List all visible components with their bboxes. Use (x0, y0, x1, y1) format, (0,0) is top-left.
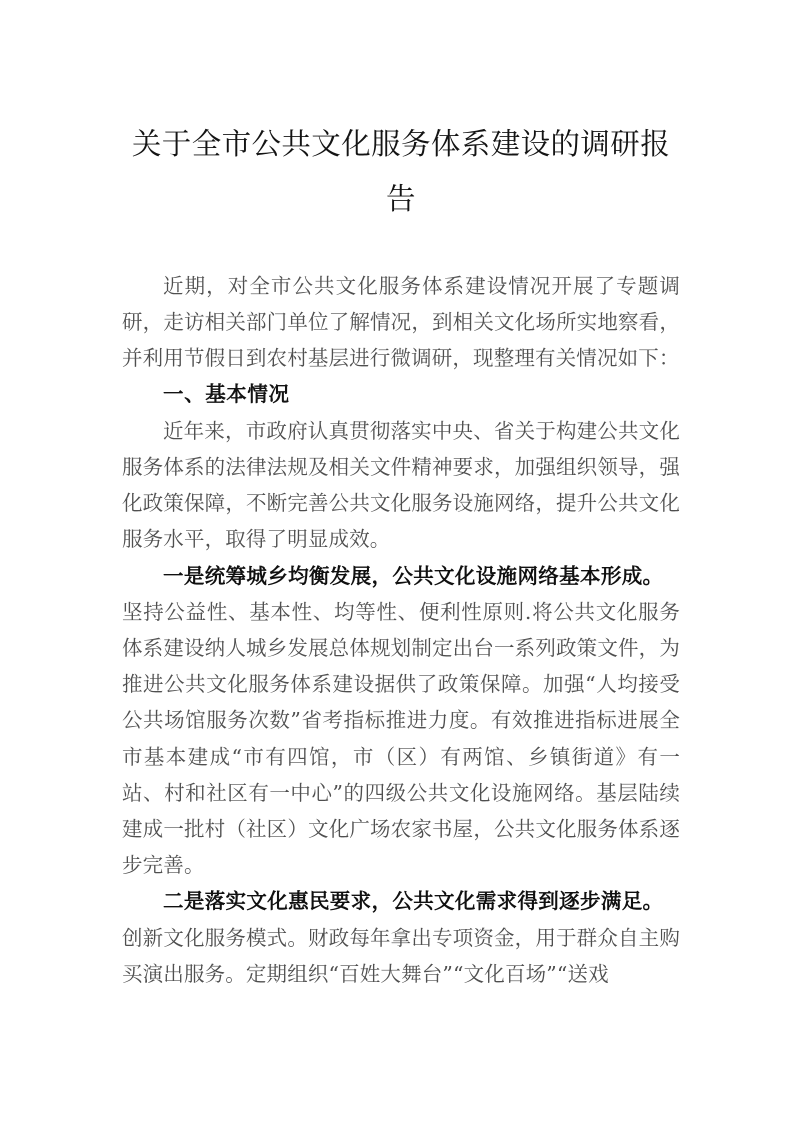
page-title: 关于全市公共文化服务体系建设的调研报告 (131, 129, 671, 216)
point-two-block (122, 883, 680, 992)
section-heading-one: 一、基本情况 (163, 382, 290, 406)
intro-paragraph: 近期，对全市公共文化服务体系建设情况开展了专题调研，走访相关部门单位了解情况，到相关文化场所实地察看，并利用节假日到农村基层进行微调研，现整理有关情况如下： (122, 274, 680, 371)
section-one-paragraph: 近年来，市政府认真贯彻落实中央、省关于构建公共文化服务体系的法律法规及相关文件精神要求，加强组织领导，强化政策保障，不断完善公共文化服务设施网络，提升公共文化服务水平，取得了明显成效。 (122, 418, 680, 552)
point-one-body: 坚持公益性、基本性、均等性、便利性原则.将公共文化服务体系建设纳人城乡发展总体规划制定出台一系列政策文件，为推进公共文化服务体系建设据供了政策保障。加强“人均接受公共场馆服务次数”省考指标推进力度。有效推进指标进展全市基本建成“市有四馆，市（区）有两馆、乡镇街道》有一站、村和社区有一中心”的四级公共文化设施网络。基层陆续建成一批村（社区）文化广场农家书屋，公共文化服务体系逐步完善。 (122, 599, 680, 878)
point-two-body: 创新文化服务模式。财政每年拿出专项资金，用于群众自主购买演出服务。定期组织“百姓大舞台”“文化百场”“送戏 (122, 925, 680, 986)
point-one-lead: 一是统筹城乡均衡发展，公共文化设施网络基本形成。 (163, 563, 664, 588)
point-two-lead: 二是落实文化惠民要求，公共文化需求得到逐步满足。 (163, 889, 664, 914)
point-one-block (122, 558, 680, 884)
